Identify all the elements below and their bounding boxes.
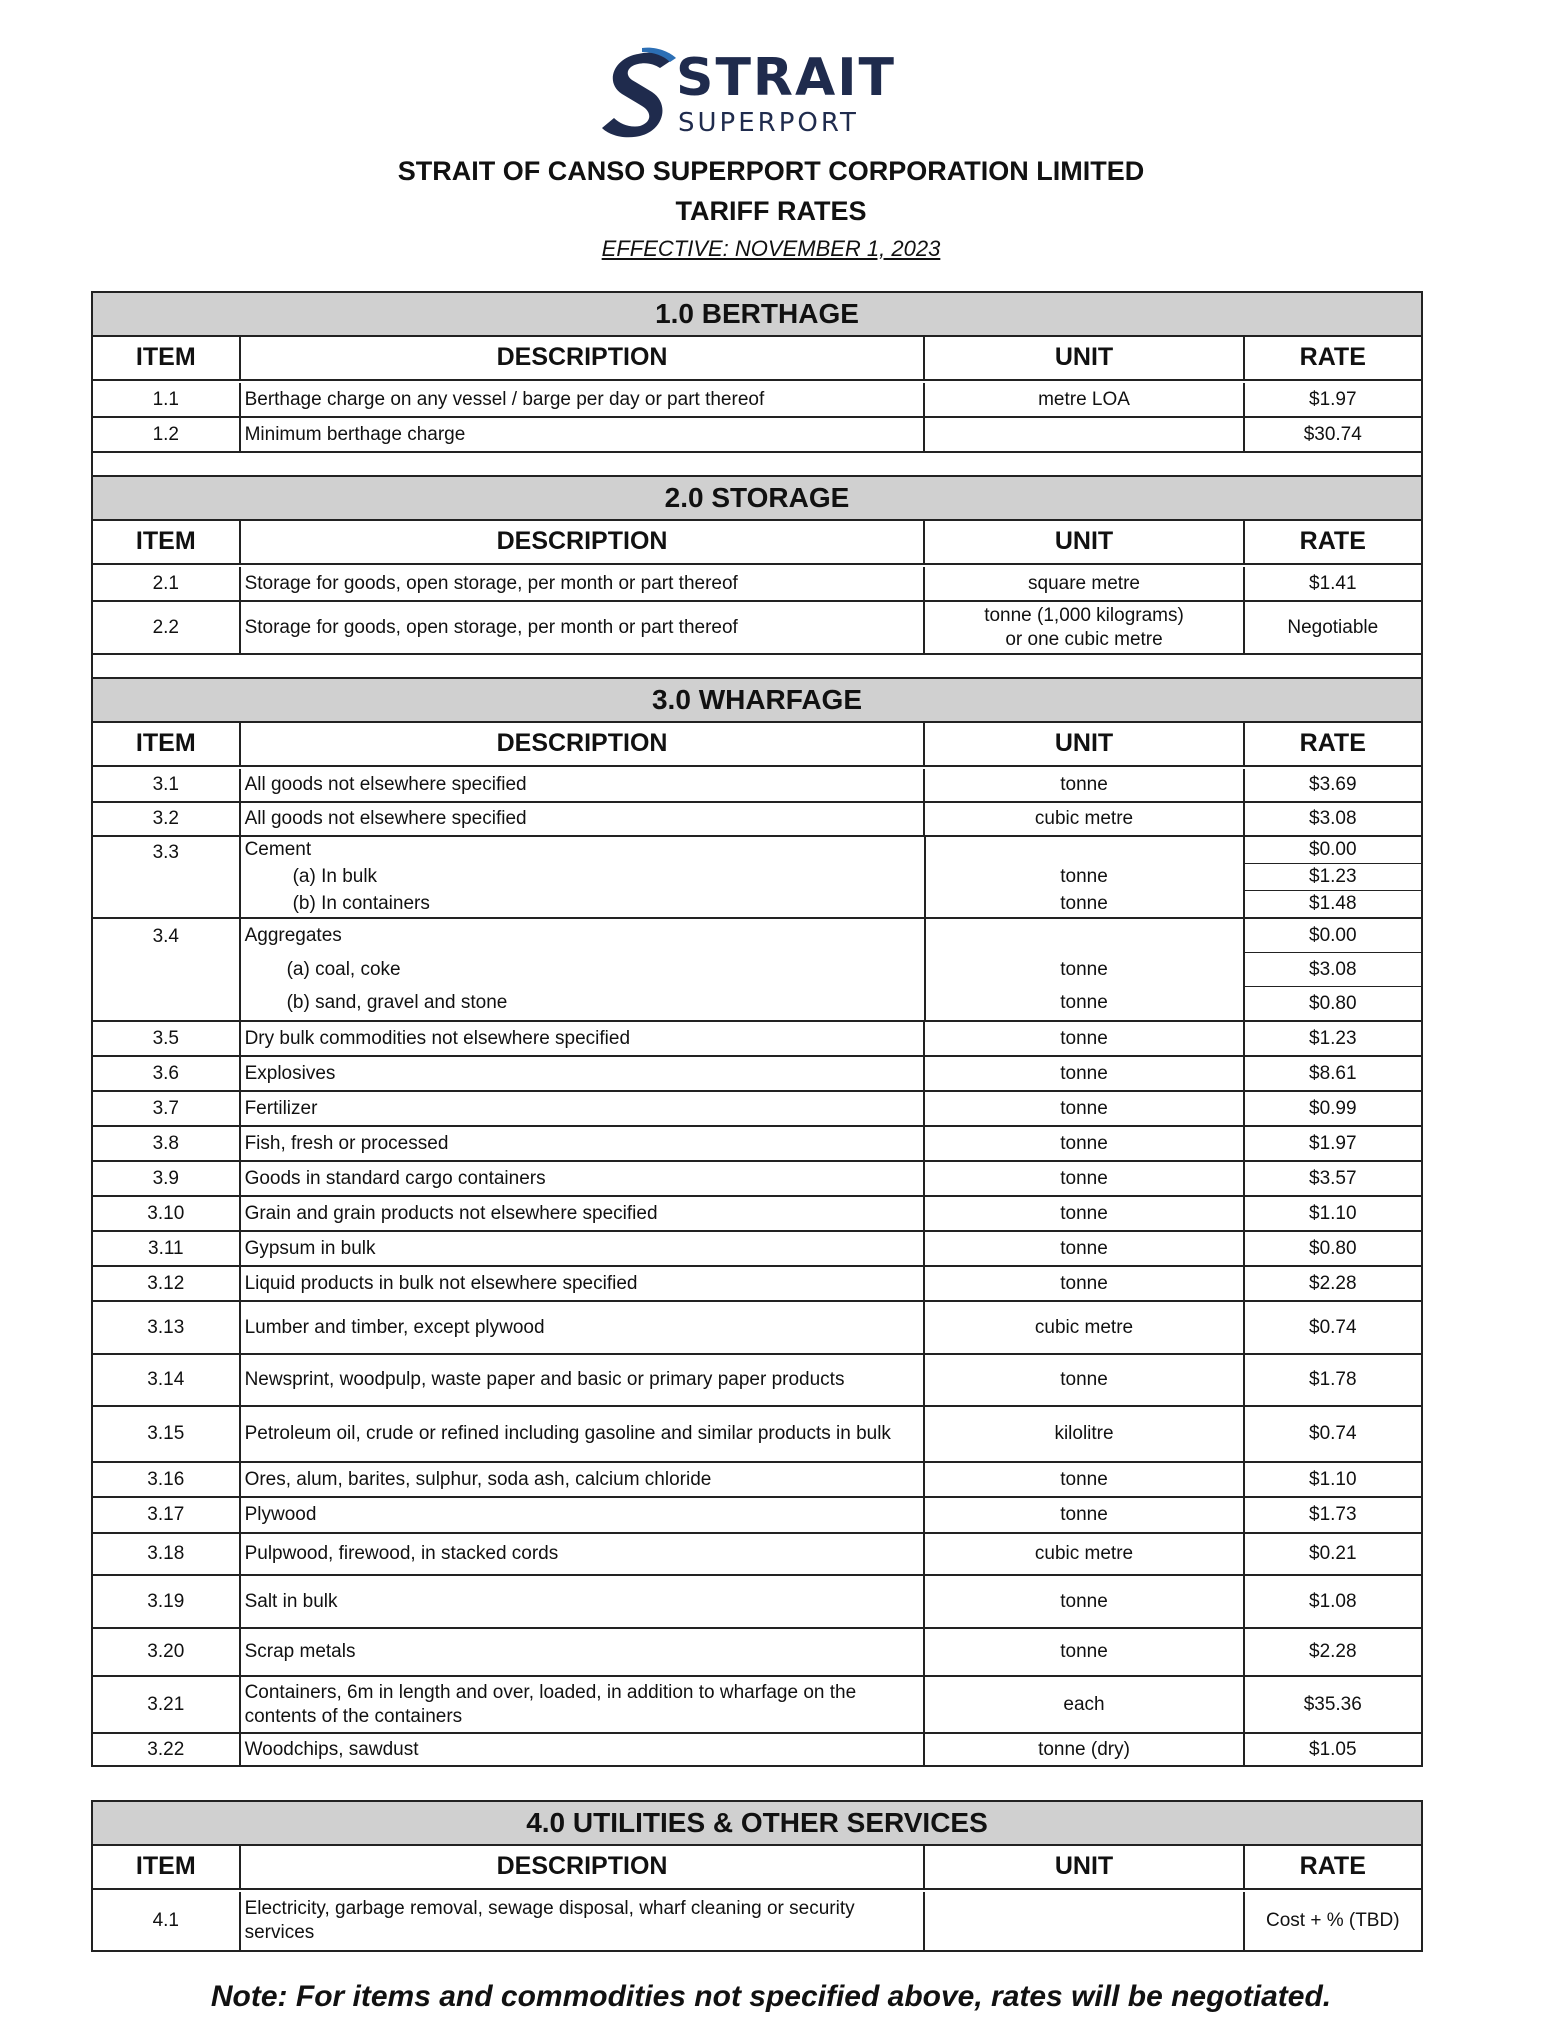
description-cell: Plywood	[241, 1498, 926, 1532]
description-sub: (b) In containers	[292, 892, 430, 914]
effective-date: EFFECTIVE: NOVEMBER 1, 2023	[601, 236, 941, 261]
description-cell: Electricity, garbage removal, sewage disposal, wharf cleaning or security services	[241, 1892, 926, 1950]
table-row	[93, 418, 1421, 453]
item-cell: 3.11	[93, 1232, 241, 1265]
description-cell: Berthage charge on any vessel / barge per day or part thereof	[241, 383, 926, 416]
unit-cell: tonne	[925, 1463, 1244, 1496]
rate-line: $0.80	[1309, 992, 1357, 1014]
rate-cell	[1245, 919, 1421, 1020]
table-row	[93, 1576, 1421, 1629]
unit-cell: tonne	[925, 1162, 1244, 1195]
rate-cell: $1.41	[1309, 572, 1357, 594]
unit-cell: tonne	[925, 1127, 1244, 1160]
table-row	[93, 1407, 1421, 1463]
table-row	[93, 1629, 1421, 1677]
item-cell: 3.19	[93, 1576, 241, 1627]
rate-cell: $1.78	[1309, 1369, 1357, 1391]
rate-cell: $3.57	[1309, 1167, 1357, 1189]
document-title: TARIFF RATES	[675, 196, 867, 226]
rate-cell: $1.73	[1309, 1504, 1357, 1526]
item-cell: 3.2	[93, 803, 241, 835]
unit-line: or one cubic metre	[1005, 628, 1163, 650]
unit-line: tonne	[1060, 958, 1108, 980]
item-cell: 3.22	[93, 1734, 241, 1765]
description-sub: (a) coal, coke	[286, 958, 401, 980]
table-row	[93, 1127, 1421, 1162]
rate-column-header: RATE	[1299, 729, 1366, 758]
table-row	[93, 1232, 1421, 1267]
rate-cell: $2.28	[1309, 1272, 1357, 1294]
rate-cell: $0.21	[1309, 1543, 1357, 1565]
item-cell: 3.21	[93, 1677, 241, 1732]
description-column-header: DESCRIPTION	[241, 521, 926, 563]
rate-cell: $3.69	[1309, 774, 1357, 796]
rate-line: $0.00	[1245, 919, 1421, 953]
description-cell: Pulpwood, firewood, in stacked cords	[241, 1534, 926, 1574]
rate-cell: $30.74	[1303, 423, 1362, 445]
rate-cell: $8.61	[1309, 1062, 1357, 1084]
description-column-header: DESCRIPTION	[241, 1846, 926, 1888]
item-cell: 3.9	[93, 1162, 241, 1195]
unit-cell: tonne	[925, 769, 1244, 801]
unit-cell: tonne	[925, 1197, 1244, 1230]
item-cell: 3.13	[93, 1302, 241, 1353]
table-row	[93, 1677, 1421, 1734]
table-row	[93, 803, 1421, 837]
item-column-header: ITEM	[93, 521, 241, 563]
rate-cell: $0.99	[1309, 1097, 1357, 1119]
table-row	[93, 1022, 1421, 1057]
rate-cell: $1.23	[1309, 1027, 1357, 1049]
item-cell: 2.1	[93, 567, 241, 600]
description-cell: Salt in bulk	[241, 1576, 926, 1627]
rate-cell: $1.10	[1309, 1468, 1357, 1490]
description-cell: All goods not elsewhere specified	[241, 803, 926, 835]
table-row	[93, 1734, 1421, 1767]
unit-line: tonne (1,000 kilograms)	[984, 604, 1184, 626]
rate-cell: $1.97	[1309, 1132, 1357, 1154]
description-cell: Goods in standard cargo containers	[241, 1162, 926, 1195]
unit-column-header: UNIT	[925, 521, 1244, 563]
item-cell: 1.1	[93, 383, 241, 416]
unit-cell: square metre	[925, 567, 1244, 600]
company-name: STRAIT OF CANSO SUPERPORT CORPORATION LIMITED	[397, 156, 1145, 186]
section-title: 3.0 WHARFAGE	[93, 679, 1421, 723]
unit-cell	[925, 418, 1244, 451]
s-mark-icon	[598, 46, 678, 146]
unit-cell: cubic metre	[925, 1302, 1244, 1353]
strait-superport-logo	[598, 46, 918, 146]
unit-column-header: UNIT	[925, 723, 1244, 765]
unit-column-header: UNIT	[925, 1846, 1244, 1888]
unit-column-header: UNIT	[925, 337, 1244, 379]
unit-cell: tonne	[925, 1355, 1244, 1405]
unit-cell: tonne	[925, 1576, 1244, 1627]
rate-column-header: RATE	[1299, 1852, 1366, 1881]
unit-cell: tonne	[925, 1267, 1244, 1300]
table-row	[93, 1534, 1421, 1576]
rate-line: $1.48	[1309, 893, 1357, 915]
table-row	[93, 602, 1421, 655]
description-sub: (b) sand, gravel and stone	[286, 992, 508, 1014]
table-row	[93, 1463, 1421, 1498]
unit-cell: tonne	[925, 1057, 1244, 1090]
description-main: Cement	[244, 839, 312, 861]
description-cell: Woodchips, sawdust	[241, 1734, 926, 1765]
table-row	[93, 1892, 1421, 1952]
item-cell: 3.12	[93, 1267, 241, 1300]
table-row	[93, 1057, 1421, 1092]
rate-column-header: RATE	[1299, 527, 1366, 556]
table-row	[93, 1355, 1421, 1407]
description-cell	[241, 837, 926, 917]
rate-cell: $0.74	[1309, 1423, 1357, 1445]
rate-cell: $1.97	[1309, 388, 1357, 410]
rate-cell: $1.08	[1309, 1590, 1357, 1612]
rate-cell: $3.08	[1309, 808, 1357, 830]
item-cell: 3.10	[93, 1197, 241, 1230]
section-title: 4.0 UTILITIES & OTHER SERVICES	[93, 1802, 1421, 1846]
item-cell: 3.17	[93, 1498, 241, 1532]
description-column-header: DESCRIPTION	[241, 723, 926, 765]
description-cell: Gypsum in bulk	[241, 1232, 926, 1265]
description-cell: All goods not elsewhere specified	[241, 769, 926, 801]
rate-cell	[1245, 837, 1421, 917]
unit-cell: tonne	[925, 1092, 1244, 1125]
description-cell: Minimum berthage charge	[241, 418, 926, 451]
unit-line: tonne	[1060, 866, 1108, 888]
item-cell: 3.18	[93, 1534, 241, 1574]
item-cell: 1.2	[93, 418, 241, 451]
rate-cell: $0.80	[1309, 1237, 1357, 1259]
rate-line: $3.08	[1245, 953, 1421, 987]
description-cell	[241, 919, 926, 1020]
table-row	[93, 1302, 1421, 1355]
unit-cell: tonne	[925, 1232, 1244, 1265]
rate-cell: Cost + % (TBD)	[1265, 1910, 1400, 1932]
unit-cell	[925, 602, 1244, 653]
table-row	[93, 837, 1421, 919]
unit-cell: cubic metre	[925, 803, 1244, 835]
description-cell: Dry bulk commodities not elsewhere specified	[241, 1022, 926, 1055]
table-row	[93, 1092, 1421, 1127]
table-row	[93, 769, 1421, 803]
unit-line: tonne	[1060, 992, 1108, 1014]
logo-sub-text: SUPERPORT	[678, 108, 859, 138]
item-cell: 3.1	[93, 769, 241, 801]
unit-cell	[925, 1892, 1244, 1950]
description-cell: Fertilizer	[241, 1092, 926, 1125]
item-cell: 3.16	[93, 1463, 241, 1496]
description-cell: Fish, fresh or processed	[241, 1127, 926, 1160]
description-column-header: DESCRIPTION	[241, 337, 926, 379]
item-cell: 4.1	[93, 1892, 241, 1950]
table-row	[93, 919, 1421, 1022]
table-row	[93, 1197, 1421, 1232]
item-cell: 3.14	[93, 1355, 241, 1405]
rate-cell: $35.36	[1303, 1693, 1362, 1715]
item-cell: 3.7	[93, 1092, 241, 1125]
item-column-header: ITEM	[93, 723, 241, 765]
description-cell: Explosives	[241, 1057, 926, 1090]
unit-cell: cubic metre	[925, 1534, 1244, 1574]
wharfage-section	[91, 677, 1423, 1767]
unit-cell	[926, 919, 1245, 1020]
rate-cell: $0.74	[1309, 1316, 1357, 1338]
description-sub: (a) In bulk	[292, 866, 378, 888]
description-cell: Storage for goods, open storage, per month or part thereof	[241, 567, 926, 600]
unit-cell: tonne	[925, 1022, 1244, 1055]
description-cell: Petroleum oil, crude or refined including gasoline and similar products in bulk	[241, 1407, 926, 1461]
table-row	[93, 383, 1421, 418]
column-header-row	[93, 337, 1421, 381]
unit-cell: tonne	[925, 1498, 1244, 1532]
description-cell: Grain and grain products not elsewhere specified	[241, 1197, 926, 1230]
item-cell: 3.8	[93, 1127, 241, 1160]
footer-note: Note: For items and commodities not specified above, rates will be negotiated.	[210, 1980, 1332, 2013]
storage-section	[91, 475, 1423, 681]
rate-line: $1.23	[1245, 864, 1421, 891]
item-column-header: ITEM	[93, 1846, 241, 1888]
rate-cell: $1.10	[1309, 1202, 1357, 1224]
description-cell: Lumber and timber, except plywood	[241, 1302, 926, 1353]
rate-cell: $2.28	[1309, 1641, 1357, 1663]
rate-column-header: RATE	[1299, 343, 1366, 372]
item-cell: 3.3	[93, 837, 241, 917]
rate-cell: $1.05	[1309, 1738, 1357, 1760]
description-main: Aggregates	[244, 924, 342, 946]
description-cell: Liquid products in bulk not elsewhere specified	[241, 1267, 926, 1300]
unit-line: tonne	[1060, 892, 1108, 914]
unit-cell: each	[925, 1677, 1244, 1732]
column-header-row	[93, 521, 1421, 565]
description-cell: Scrap metals	[241, 1629, 926, 1675]
item-column-header: ITEM	[93, 337, 241, 379]
item-cell: 3.5	[93, 1022, 241, 1055]
column-header-row	[93, 723, 1421, 767]
description-cell: Containers, 6m in length and over, loaded, in addition to wharfage on the contents of the containers	[241, 1677, 926, 1732]
rate-line: $0.00	[1245, 837, 1421, 864]
unit-cell: metre LOA	[925, 383, 1244, 416]
logo-main-text: STRAIT	[676, 48, 897, 108]
description-cell: Storage for goods, open storage, per month or part thereof	[241, 602, 926, 653]
utilities-section	[91, 1800, 1423, 1952]
description-cell: Newsprint, woodpulp, waste paper and basic or primary paper products	[241, 1355, 926, 1405]
section-title: 2.0 STORAGE	[93, 477, 1421, 521]
table-row	[93, 1162, 1421, 1197]
table-row	[93, 1267, 1421, 1302]
item-cell: 3.15	[93, 1407, 241, 1461]
section-title: 1.0 BERTHAGE	[93, 293, 1421, 337]
unit-cell: tonne (dry)	[925, 1734, 1244, 1765]
berthage-section	[91, 291, 1423, 479]
item-cell: 3.6	[93, 1057, 241, 1090]
description-cell: Ores, alum, barites, sulphur, soda ash, calcium chloride	[241, 1463, 926, 1496]
table-row	[93, 1498, 1421, 1534]
table-row	[93, 567, 1421, 602]
item-cell: 3.4	[93, 919, 241, 1020]
unit-cell: kilolitre	[925, 1407, 1244, 1461]
item-cell: 2.2	[93, 602, 241, 653]
rate-cell: Negotiable	[1287, 616, 1379, 638]
item-cell: 3.20	[93, 1629, 241, 1675]
column-header-row	[93, 1846, 1421, 1890]
unit-cell	[926, 837, 1245, 917]
unit-cell: tonne	[925, 1629, 1244, 1675]
